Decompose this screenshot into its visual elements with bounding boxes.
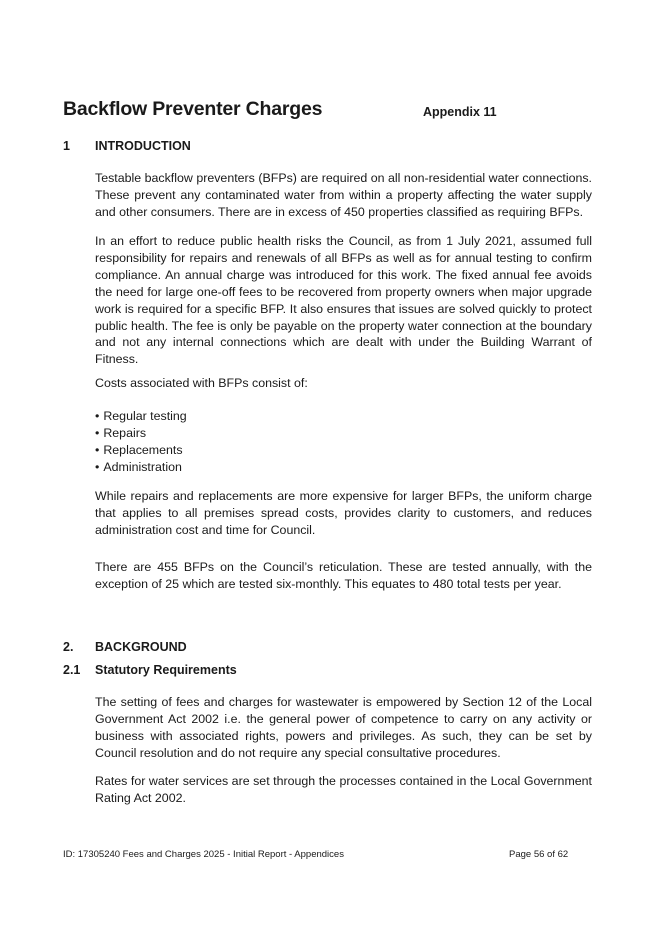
paragraph-uniform-charge: While repairs and replacements are more expensive for larger BFPs, the uniform charge that applies to all premises spread costs, provides clarity to customers, and reduces administration cost and time for Council. xyxy=(95,489,592,537)
subsection-2-1-number: 2.1 xyxy=(63,663,81,677)
section-2-number: 2. xyxy=(63,640,74,654)
footer-page-number: Page 56 of 62 xyxy=(509,849,569,860)
subsection-2-1-heading xyxy=(63,663,237,677)
list-item: • Repairs xyxy=(95,425,187,442)
footer-document-id: ID: 17305240 Fees and Charges 2025 - Initial Report - Appendices xyxy=(63,849,344,860)
paragraph-bfp-intro: Testable backflow preventers (BFPs) are required on all non-residential water connections. These prevent any contaminated water from within a property affecting the water supply and other consumers. There are in excess of 450 properties classified as requiring BFPs. xyxy=(95,171,592,219)
section-1-number: 1 xyxy=(63,139,70,153)
paragraph-statutory-powers: The setting of fees and charges for wastewater is empowered by Section 12 of the Local Government Act 2002 i.e. the general power of competence to carry on any activity or business with associated rights, powers and privileges. As such, they can be set by Council resolution and do not require any special consultative procedures. xyxy=(95,695,592,760)
subsection-2-1-title: Statutory Requirements xyxy=(95,663,237,677)
paragraph-council-responsibility: In an effort to reduce public health risks the Council, as from 1 July 2021, assumed full responsibility for repairs and renewals of all BFPs as well as for annual testing to confirm compliance. An annual charge was introduced for this work. The fixed annual fee avoids the need for large one-off fees to be recovered from property owners when major upgrade work is required for a specific BFP. It also ensures that issues are solved quickly to protect public health. The fee is only be payable on the property water connection at the boundary and not any internal connections which are dealt with under the Building Warrant of Fitness. xyxy=(95,234,592,367)
appendix-label: Appendix 11 xyxy=(423,105,497,119)
page-title: Backflow Preventer Charges xyxy=(63,98,323,120)
costs-list xyxy=(95,408,187,476)
section-1-heading xyxy=(63,139,191,153)
section-2-title: BACKGROUND xyxy=(95,640,187,654)
section-2-heading xyxy=(63,640,187,654)
paragraph-bfp-count: There are 455 BFPs on the Council’s reticulation. These are tested annually, with the exception of 25 which are tested six-monthly. This equates to 480 total tests per year. xyxy=(95,560,592,591)
section-1-title: INTRODUCTION xyxy=(95,139,191,153)
list-item: • Administration xyxy=(95,459,187,476)
list-item: • Regular testing xyxy=(95,408,187,425)
paragraph-costs-intro: Costs associated with BFPs consist of: xyxy=(95,376,308,390)
paragraph-rating-act: Rates for water services are set through the processes contained in the Local Government Rating Act 2002. xyxy=(95,774,592,805)
list-item: • Replacements xyxy=(95,442,187,459)
